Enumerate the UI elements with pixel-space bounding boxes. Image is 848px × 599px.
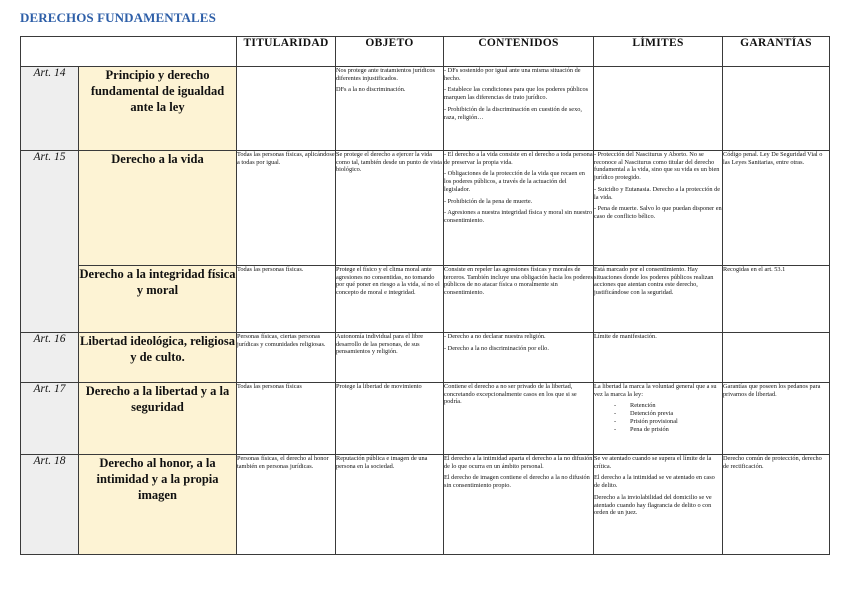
titularidad-cell xyxy=(237,383,336,455)
garantias-cell xyxy=(723,151,830,266)
header-contenidos: CONTENIDOS xyxy=(444,37,594,67)
right-name: Derecho al honor, a la intimidad y a la propia imagen xyxy=(79,455,237,555)
cell-text: - Derecho a no declarar nuestra religión. xyxy=(444,333,546,340)
right-name: Principio y derecho fundamental de igualdad ante la ley xyxy=(79,67,237,151)
cell-text: Derecho a la inviolabilidad del domicilio se ve atentado cuando hay flagrancia de delito o con orden de un juez. xyxy=(594,493,712,517)
objeto-cell xyxy=(336,383,444,455)
garantias-cell xyxy=(723,266,830,333)
header-garantias: GARANTÍAS xyxy=(723,37,830,67)
cell-text: La libertad la marca la voluntad general que a su vez la marca la ley: xyxy=(594,383,717,398)
cell-text: Personas físicas, el derecho al honor también en personas jurídicas. xyxy=(237,455,329,470)
objeto-cell xyxy=(336,333,444,383)
cell-text: El derecho a la intimidad se ve atentado en caso de delito. xyxy=(594,474,715,490)
rights-table xyxy=(20,36,830,555)
article-number: Art. 14 xyxy=(21,67,79,151)
cell-text: Derecho común de protección, derecho de rectificación. xyxy=(723,455,822,470)
table-row xyxy=(21,67,830,151)
page-title: DERECHOS FUNDAMENTALES xyxy=(20,10,216,25)
garantias-cell xyxy=(723,383,830,455)
article-number: Art. 15 xyxy=(21,151,79,333)
cell-text: Está marcado por el consentimiento. Hay situaciones donde los poderes públicos realizan acciones que atentan contra este derecho, justificándose con la seguridad. xyxy=(594,266,714,297)
table-row xyxy=(21,383,830,455)
cell-text: Recogidas en el art. 53.1 xyxy=(723,266,786,273)
contenidos-cell xyxy=(444,67,594,151)
header-limites: LÍMITES xyxy=(594,37,723,67)
table-row xyxy=(21,266,830,333)
cell-text: Código penal. Ley De Seguridad Vial o las Leyes Sanitarias, entre otras. xyxy=(723,151,823,166)
objeto-cell xyxy=(336,151,444,266)
right-name: Derecho a la libertad y a la seguridad xyxy=(79,383,237,455)
cell-text: - Prohibición de la pena de muerte. xyxy=(444,197,533,205)
limites-cell xyxy=(594,151,723,266)
table-row xyxy=(21,455,830,555)
cell-text: Límite de manifestación. xyxy=(594,333,657,340)
header-objeto: OBJETO xyxy=(336,37,444,67)
cell-text: - El derecho a la vida consiste en el derecho a toda persona de preservar la propia vida. xyxy=(444,151,593,166)
cell-text: Protege la libertad de movimiento xyxy=(336,383,422,390)
cell-text: Reputación pública e imagen de una persona en la sociedad. xyxy=(336,455,428,470)
cell-text: - Obligaciones de la protección de la vida que recaen en los poderes públicos, a través de la actuación del legislador. xyxy=(444,170,585,193)
contenidos-cell xyxy=(444,455,594,555)
cell-text: - DFs sostenido por igual ante una misma situación de hecho. xyxy=(444,67,581,82)
garantias-cell xyxy=(723,455,830,555)
cell-text: Todas las personas físicas. xyxy=(237,266,304,273)
contenidos-cell xyxy=(444,266,594,333)
cell-text: Todas las personas físicas, aplicándose a todas por igual. xyxy=(237,151,335,166)
right-name: Derecho a la integridad física y moral xyxy=(79,266,237,333)
cell-text: - Pena de muerte. Salvo lo que puedan disponer en caso de conflicto bélico. xyxy=(594,205,722,220)
cell-text: - Prohibición de la discriminación en cuestión de sexo, raza, religión… xyxy=(444,105,582,121)
cell-text: Nos protege ante tratamientos jurídicos diferentes injustificados. xyxy=(336,67,435,82)
cell-text: - Establece las condiciones para que los poderes públicos marquen las diferencias de trato jurídico. xyxy=(444,86,589,102)
garantias-cell xyxy=(723,333,830,383)
cell-text: Protege el físico y el clima moral ante agresiones no consentidas, no tomando por qué poner en riesgo a la vida, sí no el concepto de moral e integridad. xyxy=(336,266,440,297)
limites-cell xyxy=(594,266,723,333)
table-row xyxy=(21,333,830,383)
header-titularidad: TITULARIDAD xyxy=(237,37,336,67)
cell-text: El derecho de imagen contiene el derecho a la no difusión sin consentimiento propio. xyxy=(444,474,590,490)
cell-text: Contiene el derecho a no ser privado de la libertad, concretando excepcionalmente casos en los que si se podría. xyxy=(444,383,577,406)
contenidos-cell xyxy=(444,383,594,455)
article-number: Art. 17 xyxy=(21,383,79,455)
list-item: - Pena de prisión xyxy=(630,426,722,434)
titularidad-cell xyxy=(237,333,336,383)
cell-text: Se ve atentado cuando se supera el límite de la crítica. xyxy=(594,455,712,470)
limites-cell xyxy=(594,67,723,151)
header-corner xyxy=(21,37,237,67)
limites-cell xyxy=(594,333,723,383)
cell-text: Se protege el derecho a ejercer la vida como tal, también desde un punto de vista biológico. xyxy=(336,151,442,174)
contenidos-cell xyxy=(444,333,594,383)
list-item: - Prisión provisional xyxy=(630,418,722,426)
detention-list xyxy=(594,402,722,433)
titularidad-cell xyxy=(237,67,336,151)
objeto-cell xyxy=(336,455,444,555)
header-row xyxy=(21,37,830,67)
limites-cell xyxy=(594,455,723,555)
titularidad-cell xyxy=(237,266,336,333)
table-row xyxy=(21,151,830,266)
garantias-cell xyxy=(723,67,830,151)
cell-text: Todas las personas físicas xyxy=(237,383,302,390)
contenidos-cell xyxy=(444,151,594,266)
article-number: Art. 18 xyxy=(21,455,79,555)
cell-text: Consiste en repeler las agresiones físicas y morales de terceros. También incluye una obligación hacia los poderes públicos de no atacar física o moralmente sin consentimiento. xyxy=(444,266,593,297)
cell-text: - Agresiones a nuestra integridad física y moral sin nuestro consentimiento. xyxy=(444,209,593,224)
article-number: Art. 16 xyxy=(21,333,79,383)
objeto-cell xyxy=(336,266,444,333)
limites-cell xyxy=(594,383,723,455)
titularidad-cell xyxy=(237,151,336,266)
cell-text: Autonomía individual para el libre desarrollo de las personas, de sus pensamientos y religión. xyxy=(336,333,424,356)
list-item: - Detención previa xyxy=(630,410,722,418)
right-name: Derecho a la vida xyxy=(79,151,237,266)
list-item: - Retención xyxy=(630,402,722,410)
cell-text: Garantías que poseen los pedanos para privarnos de libertad. xyxy=(723,383,821,398)
cell-text: DFs a la no discriminación. xyxy=(336,86,406,94)
cell-text: Personas físicas, ciertas personas jurídicas y comunidades religiosas. xyxy=(237,333,326,348)
cell-text: El derecho a la intimidad aparta el derecho a la no difusión de lo que ocurra en un ámbito personal. xyxy=(444,455,593,470)
right-name: Libertad ideológica, religiosa y de culto. xyxy=(79,333,237,383)
titularidad-cell xyxy=(237,455,336,555)
cell-text: - Suicidio y Eutanasia. Derecho a la protección de la vida. xyxy=(594,185,721,201)
cell-text: - Derecho a la no discriminación por ello. xyxy=(444,344,549,352)
objeto-cell xyxy=(336,67,444,151)
cell-text: - Protección del Nasciturus y Aborto. No se reconoce al Nasciturus como titular del derecho fundamental a la vida, sino que su vida es un bien jurídico protegido. xyxy=(594,151,720,182)
